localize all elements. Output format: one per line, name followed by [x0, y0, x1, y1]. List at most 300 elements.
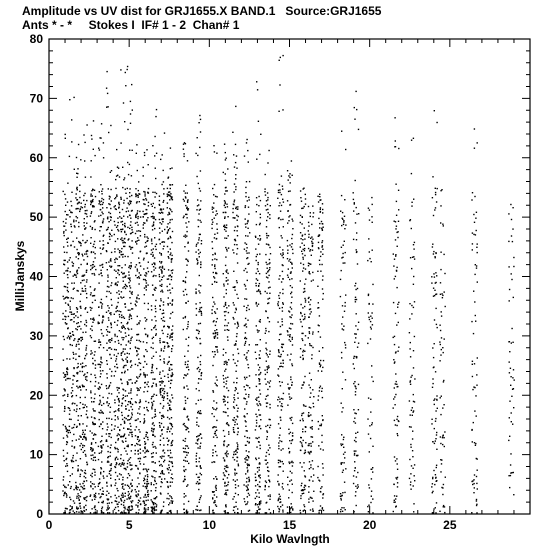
data-point: [63, 485, 64, 486]
data-point: [115, 271, 116, 272]
data-point: [305, 203, 306, 204]
data-point: [308, 443, 309, 444]
data-point: [143, 485, 144, 486]
data-point: [289, 339, 290, 340]
data-point: [393, 398, 394, 399]
data-point: [344, 216, 345, 217]
data-point: [167, 444, 168, 445]
data-point: [110, 208, 111, 209]
data-point: [397, 237, 398, 238]
data-point: [245, 504, 246, 505]
data-point: [304, 351, 305, 352]
data-point: [120, 197, 121, 198]
data-point: [106, 329, 107, 330]
data-point: [303, 462, 304, 463]
data-point: [95, 364, 96, 365]
data-point: [73, 354, 74, 355]
data-point: [148, 309, 149, 310]
data-point: [291, 398, 292, 399]
data-point: [267, 432, 268, 433]
data-point: [87, 312, 88, 313]
data-point: [69, 311, 70, 312]
data-point: [140, 231, 141, 232]
data-point: [93, 244, 94, 245]
data-point: [136, 297, 137, 298]
data-point: [117, 324, 118, 325]
data-point: [145, 401, 146, 402]
data-point: [102, 188, 103, 189]
data-point: [212, 264, 213, 265]
data-point: [95, 493, 96, 494]
data-point: [84, 358, 85, 359]
data-point: [269, 382, 270, 383]
data-point: [245, 205, 246, 206]
data-point: [341, 225, 342, 226]
data-point: [130, 510, 131, 511]
data-point: [171, 457, 172, 458]
data-point: [131, 417, 132, 418]
data-point: [69, 408, 70, 409]
data-point: [234, 407, 235, 408]
data-point: [77, 270, 78, 271]
data-point: [245, 192, 246, 193]
data-point: [224, 468, 225, 469]
data-point: [135, 233, 136, 234]
data-point: [280, 57, 281, 58]
data-point: [95, 496, 96, 497]
data-point: [372, 318, 373, 319]
data-point: [79, 326, 80, 327]
data-point: [171, 279, 172, 280]
data-point: [198, 183, 199, 184]
data-point: [185, 400, 186, 401]
data-point: [186, 486, 187, 487]
data-point: [138, 190, 139, 191]
data-point: [127, 216, 128, 217]
data-point: [268, 445, 269, 446]
data-point: [244, 398, 245, 399]
data-point: [138, 512, 139, 513]
data-point: [267, 436, 268, 437]
data-point: [80, 301, 81, 302]
data-point: [167, 410, 168, 411]
data-point: [396, 381, 397, 382]
data-point: [94, 360, 95, 361]
data-point: [159, 261, 160, 262]
data-point: [130, 348, 131, 349]
data-point: [213, 478, 214, 479]
data-point: [128, 335, 129, 336]
data-point: [291, 507, 292, 508]
data-point: [143, 216, 144, 217]
data-point: [94, 385, 95, 386]
data-point: [123, 348, 124, 349]
data-point: [216, 346, 217, 347]
data-point: [73, 97, 74, 98]
data-point: [300, 222, 301, 223]
data-point: [343, 220, 344, 221]
data-point: [123, 360, 124, 361]
data-point: [212, 207, 213, 208]
data-point: [137, 212, 138, 213]
data-point: [371, 424, 372, 425]
data-point: [393, 484, 394, 485]
data-point: [94, 452, 95, 453]
data-point: [170, 254, 171, 255]
data-point: [398, 209, 399, 210]
data-point: [170, 511, 171, 512]
data-point: [288, 277, 289, 278]
data-point: [98, 446, 99, 447]
data-point: [355, 450, 356, 451]
data-point: [216, 282, 217, 283]
data-point: [122, 419, 123, 420]
data-point: [163, 301, 164, 302]
data-point: [226, 158, 227, 159]
data-point: [156, 352, 157, 353]
data-point: [162, 456, 163, 457]
data-point: [128, 210, 129, 211]
data-point: [77, 203, 78, 204]
data-point: [129, 228, 130, 229]
data-point: [139, 402, 140, 403]
data-point: [282, 382, 283, 383]
data-point: [235, 162, 236, 163]
data-point: [249, 437, 250, 438]
data-point: [268, 244, 269, 245]
data-point: [108, 405, 109, 406]
data-point: [124, 448, 125, 449]
data-point: [237, 393, 238, 394]
data-point: [201, 437, 202, 438]
data-point: [136, 201, 137, 202]
data-point: [110, 258, 111, 259]
data-point: [135, 275, 136, 276]
data-point: [86, 500, 87, 501]
data-point: [121, 267, 122, 268]
data-point: [84, 481, 85, 482]
data-point: [150, 254, 151, 255]
data-point: [123, 281, 124, 282]
data-point: [127, 66, 128, 67]
data-point: [260, 477, 261, 478]
data-point: [85, 213, 86, 214]
data-point: [65, 319, 66, 320]
data-point: [171, 351, 172, 352]
data-point: [368, 484, 369, 485]
data-point: [123, 102, 124, 103]
data-point: [107, 426, 108, 427]
data-point: [67, 261, 68, 262]
data-point: [72, 331, 73, 332]
data-point: [118, 207, 119, 208]
data-point: [117, 389, 118, 390]
data-point: [224, 494, 225, 495]
data-point: [171, 477, 172, 478]
data-point: [354, 381, 355, 382]
data-point: [215, 431, 216, 432]
data-point: [233, 406, 234, 407]
data-point: [102, 207, 103, 208]
data-point: [238, 353, 239, 354]
data-point: [131, 247, 132, 248]
data-point: [152, 229, 153, 230]
data-point: [129, 419, 130, 420]
data-point: [139, 362, 140, 363]
data-point: [77, 189, 78, 190]
data-point: [95, 460, 96, 461]
data-point: [117, 459, 118, 460]
data-point: [85, 477, 86, 478]
data-point: [371, 469, 372, 470]
data-point: [397, 482, 398, 483]
data-point: [139, 406, 140, 407]
data-point: [159, 425, 160, 426]
data-point: [371, 328, 372, 329]
data-point: [345, 302, 346, 303]
data-point: [198, 249, 199, 250]
data-point: [143, 480, 144, 481]
data-point: [300, 437, 301, 438]
data-point: [341, 357, 342, 358]
data-point: [412, 407, 413, 408]
data-point: [100, 401, 101, 402]
data-point: [125, 85, 126, 86]
data-point: [129, 462, 130, 463]
data-point: [321, 221, 322, 222]
data-point: [136, 230, 137, 231]
data-point: [259, 497, 260, 498]
data-point: [154, 498, 155, 499]
data-point: [196, 455, 197, 456]
data-point: [154, 136, 155, 137]
data-point: [283, 363, 284, 364]
data-point: [259, 426, 260, 427]
data-point: [213, 194, 214, 195]
data-point: [101, 123, 102, 124]
data-point: [110, 125, 111, 126]
data-point: [125, 348, 126, 349]
data-point: [234, 512, 235, 513]
data-point: [257, 489, 258, 490]
data-point: [131, 398, 132, 399]
data-point: [67, 430, 68, 431]
data-point: [215, 196, 216, 197]
data-point: [125, 264, 126, 265]
data-point: [90, 328, 91, 329]
data-point: [151, 461, 152, 462]
data-point: [90, 449, 91, 450]
data-point: [116, 356, 117, 357]
data-point: [228, 431, 229, 432]
data-point: [128, 428, 129, 429]
data-point: [353, 383, 354, 384]
data-point: [80, 306, 81, 307]
data-point: [99, 241, 100, 242]
data-point: [290, 262, 291, 263]
data-point: [287, 384, 288, 385]
data-point: [130, 280, 131, 281]
data-point: [308, 237, 309, 238]
data-point: [396, 267, 397, 268]
data-point: [129, 297, 130, 298]
data-point: [198, 411, 199, 412]
data-point: [245, 196, 246, 197]
data-point: [232, 457, 233, 458]
data-point: [288, 461, 289, 462]
data-point: [395, 352, 396, 353]
data-point: [225, 203, 226, 204]
data-point: [234, 394, 235, 395]
data-point: [130, 262, 131, 263]
data-point: [145, 334, 146, 335]
data-point: [345, 468, 346, 469]
data-point: [76, 395, 77, 396]
data-point: [184, 509, 185, 510]
data-point: [163, 248, 164, 249]
data-point: [308, 445, 309, 446]
data-point: [372, 204, 373, 205]
data-point: [172, 440, 173, 441]
data-point: [318, 325, 319, 326]
data-point: [131, 490, 132, 491]
data-point: [267, 216, 268, 217]
data-point: [171, 270, 172, 271]
data-point: [169, 184, 170, 185]
data-point: [161, 290, 162, 291]
data-point: [234, 239, 235, 240]
data-point: [246, 272, 247, 273]
data-point: [265, 291, 266, 292]
data-point: [244, 386, 245, 387]
data-point: [200, 343, 201, 344]
data-point: [102, 220, 103, 221]
data-point: [146, 484, 147, 485]
data-point: [152, 206, 153, 207]
data-point: [184, 476, 185, 477]
data-point: [342, 511, 343, 512]
data-point: [322, 299, 323, 300]
data-point: [94, 155, 95, 156]
data-point: [287, 484, 288, 485]
data-point: [130, 342, 131, 343]
data-point: [70, 336, 71, 337]
data-point: [79, 202, 80, 203]
data-point: [124, 353, 125, 354]
data-point: [301, 243, 302, 244]
data-point: [396, 270, 397, 271]
data-point: [160, 381, 161, 382]
data-point: [304, 376, 305, 377]
data-point: [304, 316, 305, 317]
data-point: [129, 487, 130, 488]
data-point: [266, 512, 267, 513]
data-point: [169, 222, 170, 223]
data-point: [258, 458, 259, 459]
data-point: [119, 314, 120, 315]
data-point: [320, 488, 321, 489]
data-point: [282, 448, 283, 449]
data-point: [343, 470, 344, 471]
data-point: [99, 149, 100, 150]
data-point: [131, 315, 132, 316]
data-point: [94, 257, 95, 258]
data-point: [303, 188, 304, 189]
data-point: [280, 506, 281, 507]
data-point: [266, 233, 267, 234]
data-point: [85, 365, 86, 366]
data-point: [266, 209, 267, 210]
data-point: [137, 365, 138, 366]
data-point: [160, 359, 161, 360]
data-point: [267, 298, 268, 299]
data-point: [340, 498, 341, 499]
data-point: [247, 257, 248, 258]
data-point: [196, 461, 197, 462]
data-point: [288, 448, 289, 449]
data-point: [116, 196, 117, 197]
data-point: [248, 456, 249, 457]
data-point: [292, 339, 293, 340]
data-point: [172, 288, 173, 289]
data-point: [223, 296, 224, 297]
data-point: [224, 440, 225, 441]
data-point: [217, 308, 218, 309]
data-point: [224, 325, 225, 326]
data-point: [245, 223, 246, 224]
data-point: [246, 326, 247, 327]
data-point: [236, 405, 237, 406]
data-point: [143, 457, 144, 458]
data-point: [289, 279, 290, 280]
data-point: [396, 384, 397, 385]
data-point: [135, 504, 136, 505]
data-point: [217, 334, 218, 335]
data-point: [343, 437, 344, 438]
data-point: [279, 308, 280, 309]
data-point: [164, 241, 165, 242]
data-point: [268, 275, 269, 276]
data-point: [144, 294, 145, 295]
data-point: [393, 265, 394, 266]
data-point: [159, 232, 160, 233]
data-point: [138, 197, 139, 198]
data-point: [370, 316, 371, 317]
data-point: [215, 451, 216, 452]
data-point: [84, 193, 85, 194]
data-point: [200, 497, 201, 498]
data-point: [266, 243, 267, 244]
data-point: [103, 477, 104, 478]
data-point: [312, 420, 313, 421]
data-point: [223, 401, 224, 402]
data-point: [224, 330, 225, 331]
data-point: [277, 399, 278, 400]
data-point: [145, 376, 146, 377]
data-point: [226, 467, 227, 468]
data-point: [235, 308, 236, 309]
data-point: [139, 194, 140, 195]
data-point: [282, 278, 283, 279]
data-point: [322, 288, 323, 289]
data-point: [200, 200, 201, 201]
data-point: [410, 489, 411, 490]
data-point: [302, 413, 303, 414]
data-point: [144, 361, 145, 362]
data-point: [146, 273, 147, 274]
data-point: [146, 407, 147, 408]
data-point: [79, 489, 80, 490]
